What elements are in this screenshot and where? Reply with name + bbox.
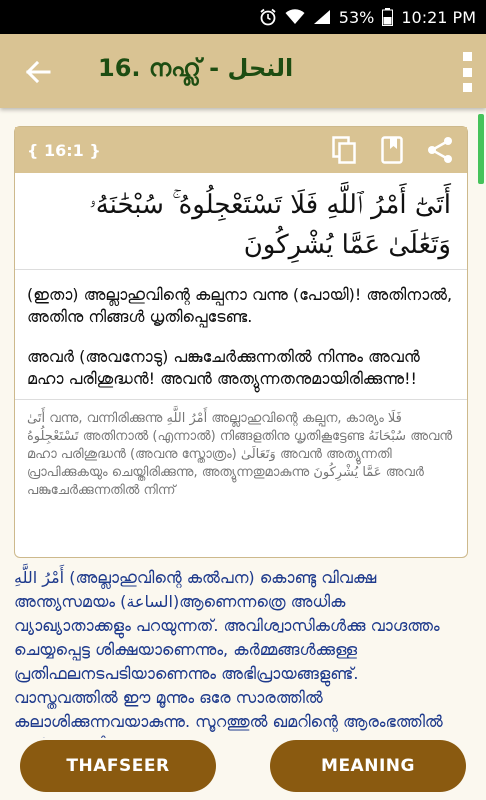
verse-meaning-part-2: അവർ (അവനോടു) പങ്കുചേർക്കുന്നതിൽ നിന്നും അവൻ മഹാ പരിശുദ്ധൻ! അവൻ അത്യുന്നതനുമായിരിക്കുന്നു!! bbox=[27, 347, 420, 388]
verse-meaning-part-1: (ഇതാ) അല്ലാഹുവിന്റെ കല്പനാ വന്നു (പോയി)! അതിനാൽ, അതിനു നിങ്ങൾ ധൃതിപ്പെടേണ്ട. bbox=[27, 285, 453, 326]
word-by-word-meaning: أَتَىٰ വന്നു, വന്നിരിക്കുന്നു أَمْرُ اللَّهِ അല്ലാഹുവിന്റെ കല്പന, കാര്യം فَلَا تَسْتَعْجِلُوهُ അതിനാൽ (എന്നാൽ) നിങ്ങളതിനു ധൃതികൂട്ടേണ്ട سُبْحَانَهُ അവൻ മഹാ പരിശുദ്ധൻ (അവനു സ്തോത്രം) وَتَعَالَىٰ അവൻ അത്യുന്നതി പ്രാപിക്കുകയും ചെയ്തിരിക്കുന്നു, അത്യുന്നതുമാകുന്നു عَمَّا يُشْرِكُونَ അവർ പങ്കുചേർക്കുന്നതിൽ നിന്ന് bbox=[27, 411, 453, 498]
verse-card bbox=[14, 126, 468, 558]
battery-percent: 53% bbox=[338, 7, 375, 27]
overflow-menu-button[interactable] bbox=[454, 52, 480, 92]
overflow-menu-dot bbox=[463, 68, 472, 77]
verse-number: { 16:1 } bbox=[27, 140, 101, 160]
tafseer-text: أَمْرُ اللَّهِ (അല്ലാഹുവിന്റെ കൽപന) കൊണ്ടു വിവക്ഷ അന്ത്യസമയം (الساعة)ആണെന്നത്രെ അധിക വ്യാഖ്യാതാക്കളും പറയുന്നത്. അവിശ്വാസികൾക്കു വാഗ്ദത്തം ചെയ്യപ്പെട്ട ശിക്ഷയാണെന്നും, കർമ്മങ്ങൾക്കുള്ള പ്രതിഫലനടപടിയാണെന്നും അഭിപ്രായങ്ങളുണ്ട്. വാസ്തവത്തിൽ ഈ മൂന്നും ഒരേ സാരത്തിൽ കലാശിക്കുന്നവയാകുന്നു. സൂറത്തുൽ ഖമറിന്റെ ആരംഭത്തിൽ bbox=[14, 568, 443, 731]
copy-icon bbox=[332, 136, 356, 164]
bookmark-icon bbox=[381, 136, 403, 164]
clock: 10:21 PM bbox=[401, 7, 476, 27]
copy-button[interactable] bbox=[329, 135, 359, 165]
share-icon bbox=[426, 136, 454, 164]
app-bar bbox=[0, 34, 486, 108]
thafseer-button[interactable]: THAFSEER bbox=[20, 740, 216, 792]
signal-icon bbox=[313, 9, 331, 25]
verse-card-header bbox=[15, 127, 467, 173]
overflow-menu-icon bbox=[463, 52, 472, 61]
content-scroll-area[interactable] bbox=[0, 108, 486, 738]
scrollbar[interactable] bbox=[478, 114, 484, 184]
back-button[interactable] bbox=[20, 54, 56, 90]
status-bar bbox=[0, 0, 486, 34]
bookmark-button[interactable] bbox=[377, 135, 407, 165]
verse-meaning bbox=[15, 270, 467, 400]
verse-arabic-text: أَتَىٰٓ أَمْرُ ٱللَّهِ فَلَا تَسْتَعْجِلُوهُ ۚ سُبْحَٰنَهُۥ وَتَعَٰلَىٰ عَمَّا يُشْرِكُونَ bbox=[15, 173, 467, 270]
arrow-back-icon bbox=[25, 60, 51, 84]
page-title: 16. നഹ്ല് - النحل bbox=[98, 54, 294, 82]
bottom-bar bbox=[0, 738, 486, 800]
battery-icon bbox=[382, 8, 393, 26]
wifi-icon bbox=[285, 9, 305, 25]
overflow-menu-dot bbox=[463, 83, 472, 92]
meaning-button[interactable]: MEANING bbox=[270, 740, 466, 792]
share-button[interactable] bbox=[425, 135, 455, 165]
alarm-icon bbox=[259, 8, 277, 26]
